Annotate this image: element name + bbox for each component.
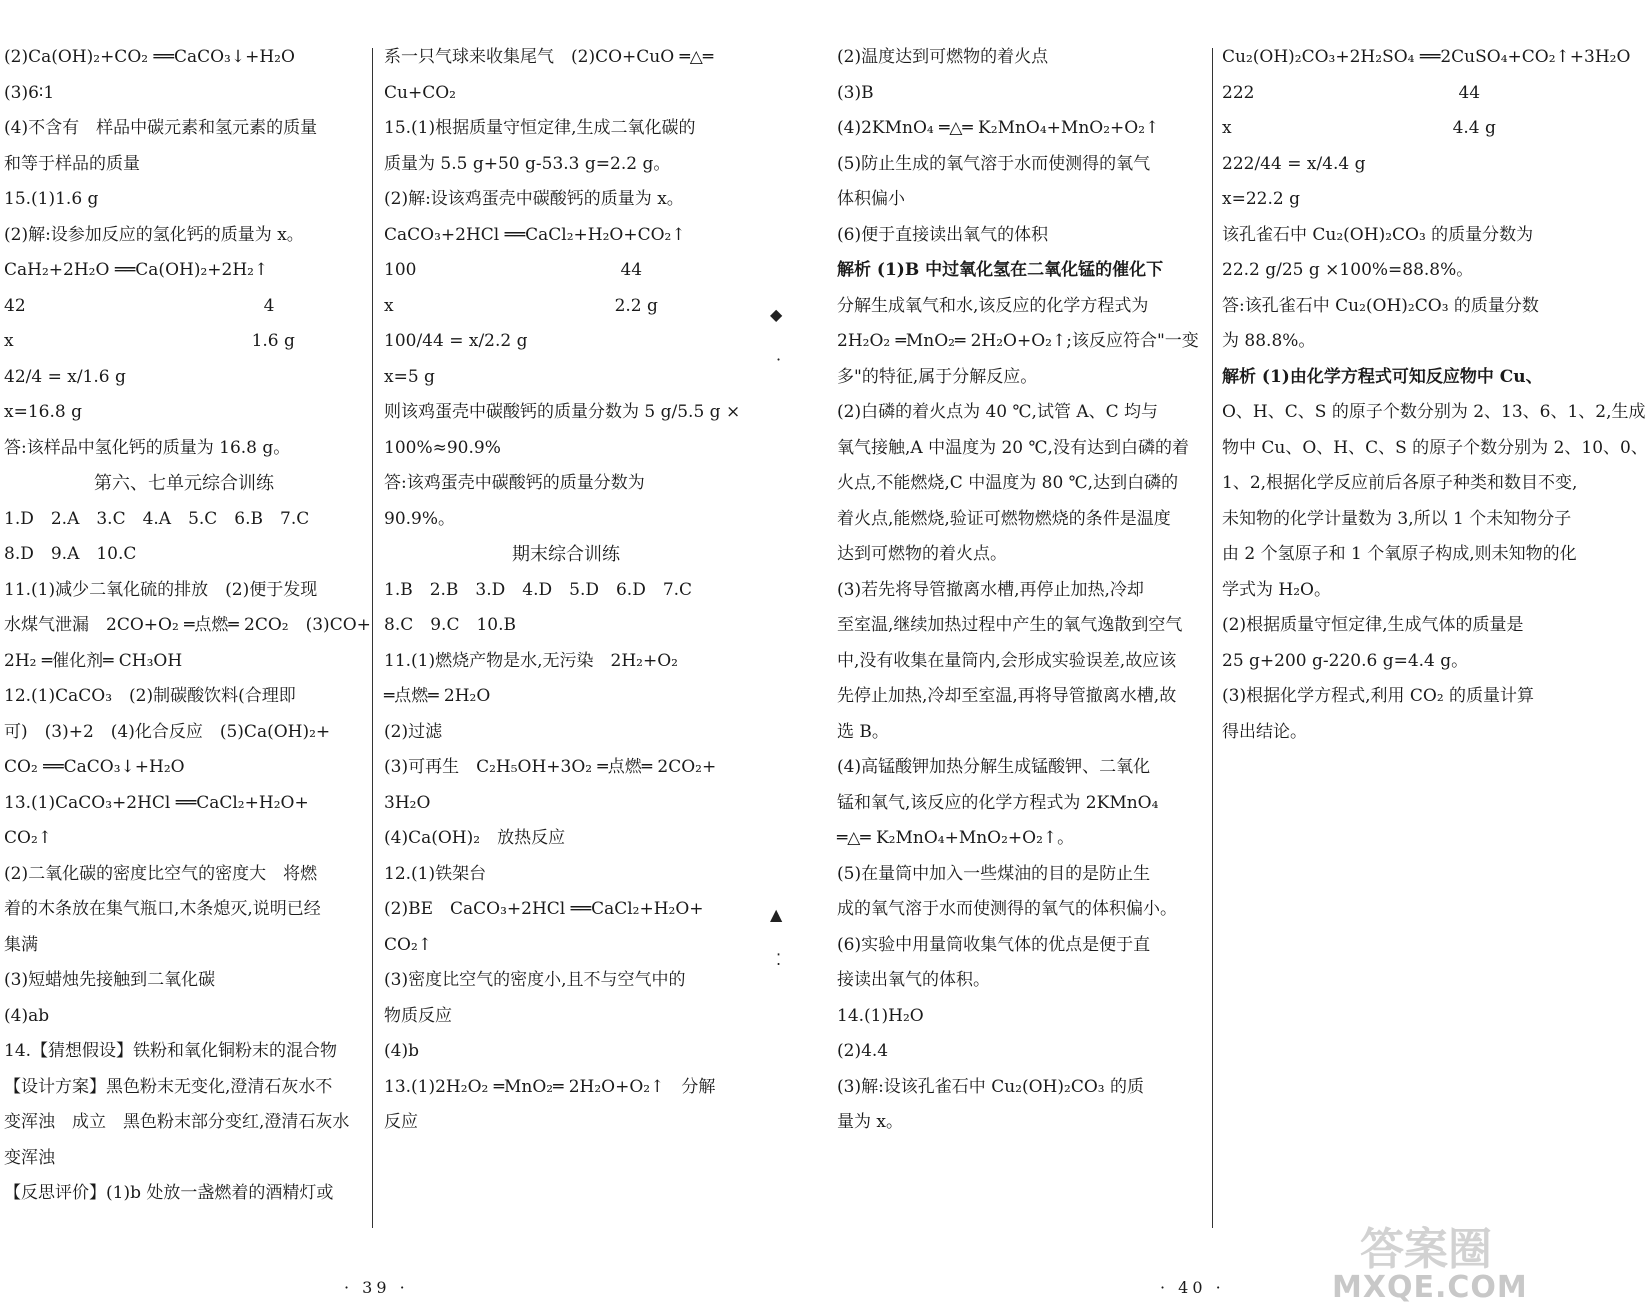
margin-mark: ▲ [770, 905, 783, 924]
text-line: (2)Ca(OH)₂+CO₂ ══CaCO₃↓+H₂O [4, 47, 295, 67]
text-line: x=16.8 g [4, 402, 82, 422]
text-line: 11.(1)燃烧产物是水,无污染 2H₂+O₂ [384, 650, 678, 671]
text-line: (5)防止生成的氧气溶于水而使测得的氧气 [837, 153, 1151, 174]
text-line: 变浑浊 成立 黑色粉末部分变红,澄清石灰水 [4, 1112, 350, 1132]
text-line: 1.D 2.A 3.C 4.A 5.C 6.B 7.C [4, 508, 310, 529]
text-line: 8.D 9.A 10.C [4, 544, 137, 564]
section-heading: 期末综合训练 [512, 544, 620, 565]
text-line: 答:该鸡蛋壳中碳酸钙的质量分数为 [384, 473, 645, 493]
text-line: 为 88.8%。 [1222, 331, 1316, 351]
text-line: 物质反应 [384, 1005, 452, 1026]
text-line: 1.B 2.B 3.D 4.D 5.D 6.D 7.C [384, 579, 693, 600]
page-number-40: · 40 · [1160, 1278, 1225, 1297]
text-line: 达到可燃物的着火点。 [837, 544, 1007, 564]
text-line: (2)解:设参加反应的氢化钙的质量为 x。 [4, 224, 304, 245]
text-line: (2)过滤 [384, 721, 443, 742]
text-line: 【反思评价】(1)b 处放一盏燃着的酒精灯或 [4, 1183, 334, 1203]
text-line: 变浑浊 [4, 1147, 55, 1168]
text-line: 15.(1)根据质量守恒定律,生成二氧化碳的 [384, 118, 696, 138]
text-line: 先停止加热,冷却至室温,再将导管撤离水槽,故 [837, 686, 1177, 706]
text-line: 中,没有收集在量筒内,会形成实验误差,故应该 [837, 650, 1177, 671]
text-line: CO₂↑ [4, 828, 53, 848]
text-line: 42 4 [4, 295, 275, 316]
text-line: 水煤气泄漏 2CO+O₂ ═点燃═ 2CO₂ (3)CO+ [4, 615, 371, 635]
column-divider-left [372, 48, 373, 1228]
margin-mark: · [776, 350, 782, 369]
text-line: (3)可再生 C₂H₅OH+3O₂ ═点燃═ 2CO₂+ [384, 757, 717, 777]
text-line: 着火点,能燃烧,验证可燃物燃烧的条件是温度 [837, 508, 1171, 529]
text-line: (4)高锰酸钾加热分解生成锰酸钾、二氧化 [837, 757, 1151, 777]
text-line: (5)在量筒中加入一些煤油的目的是防止生 [837, 863, 1151, 884]
text-line: 14.【猜想假设】铁粉和氧化铜粉末的混合物 [4, 1041, 338, 1061]
text-line: 222/44 = x/4.4 g [1222, 153, 1366, 174]
text-line: CaCO₃+2HCl ══CaCl₂+H₂O+CO₂↑ [384, 224, 686, 245]
text-line: 着的木条放在集气瓶口,木条熄灭,说明已经 [4, 899, 321, 919]
watermark-text: MXQE.COM [1332, 1270, 1528, 1305]
text-line: 8.C 9.C 10.B [384, 615, 516, 635]
text-line: (2)白磷的着火点为 40 ℃,试管 A、C 均与 [837, 402, 1159, 422]
text-line: (2)二氧化碳的密度比空气的密度大 将燃 [4, 863, 318, 884]
text-line: Cu+CO₂ [384, 82, 456, 103]
column-1 [4, 40, 371, 1212]
text-line: x=22.2 g [1222, 189, 1300, 209]
text-line: 该孔雀石中 Cu₂(OH)₂CO₃ 的质量分数为 [1222, 224, 1534, 245]
watermark-chinese: 答案圈 [1360, 1224, 1492, 1275]
text-line: 火点,不能燃烧,C 中温度为 80 ℃,达到白磷的 [837, 473, 1179, 493]
text-line: 体积偏小 [837, 189, 905, 209]
text-line: 至室温,继续加热过程中产生的氧气逸散到空气 [837, 615, 1183, 635]
text-line: 25 g+200 g-220.6 g=4.4 g。 [1222, 650, 1469, 671]
text-line: (3)B [837, 82, 874, 103]
section-heading: 第六、七单元综合训练 [94, 473, 274, 494]
text-line: ═△═ K₂MnO₄+MnO₂+O₂↑。 [837, 828, 1075, 848]
text-line: 可) (3)+2 (4)化合反应 (5)Ca(OH)₂+ [4, 721, 331, 742]
text-line: 2H₂O₂ ═MnO₂═ 2H₂O+O₂↑;该反应符合"一变 [837, 331, 1199, 351]
text-line: Cu₂(OH)₂CO₃+2H₂SO₄ ══2CuSO₄+CO₂↑+3H₂O [1222, 47, 1631, 67]
text-line: 22.2 g/25 g ×100%=88.8%。 [1222, 260, 1474, 280]
text-line: 100%≈90.9% [384, 437, 501, 458]
text-line: 分解生成氧气和水,该反应的化学方程式为 [837, 295, 1149, 316]
text-line: 14.(1)H₂O [837, 1005, 924, 1026]
text-line: 【设计方案】黑色粉末无变化,澄清石灰水不 [4, 1076, 333, 1097]
text-line: 答:该孔雀石中 Cu₂(OH)₂CO₃ 的质量分数 [1222, 295, 1539, 316]
text-line: 系一只气球来收集尾气 (2)CO+CuO ═△═ [384, 47, 714, 67]
text-line: x 2.2 g [384, 295, 658, 316]
text-line: x=5 g [384, 366, 435, 387]
text-line: x 4.4 g [1222, 118, 1496, 138]
text-line: 90.9%。 [384, 508, 456, 529]
text-line: 222 44 [1222, 82, 1481, 103]
text-line: (2)4.4 [837, 1041, 889, 1061]
text-line: 13.(1)2H₂O₂ ═MnO₂═ 2H₂O+O₂↑ 分解 [384, 1076, 716, 1097]
text-line: x 1.6 g [4, 331, 295, 351]
text-line: 100/44 = x/2.2 g [384, 331, 528, 351]
text-line: 锰和氧气,该反应的化学方程式为 2KMnO₄ [837, 792, 1159, 813]
text-line: 1、2,根据化学反应前后各原子种类和数目不变, [1222, 473, 1578, 493]
text-line: 成的氧气溶于水而使测得的氧气的体积偏小。 [837, 899, 1177, 919]
text-line: 11.(1)减少二氧化硫的排放 (2)便于发现 [4, 579, 318, 600]
column-4 [1222, 40, 1648, 750]
column-divider-right [1212, 48, 1213, 1228]
text-line: (3)密度比空气的密度小,且不与空气中的 [384, 970, 686, 990]
text-line: O、H、C、S 的原子个数分别为 2、13、6、1、2,生成 [1222, 402, 1646, 422]
text-line: (2)根据质量守恒定律,生成气体的质量是 [1222, 615, 1524, 635]
text-line: 15.(1)1.6 g [4, 189, 99, 209]
text-line: 多"的特征,属于分解反应。 [837, 366, 1038, 387]
text-line: (2)解:设该鸡蛋壳中碳酸钙的质量为 x。 [384, 189, 684, 209]
text-line: 解析 (1)B 中过氧化氢在二氧化锰的催化下 [837, 260, 1164, 280]
text-line: 42/4 = x/1.6 g [4, 366, 126, 387]
text-line: ═点燃═ 2H₂O [384, 686, 491, 706]
text-line: (3)若先将导管撤离水槽,再停止加热,冷却 [837, 579, 1144, 600]
text-line: 未知物的化学计量数为 3,所以 1 个未知物分子 [1222, 508, 1572, 529]
text-line: CO₂ ══CaCO₃↓+H₂O [4, 757, 185, 777]
text-line: 2H₂ ═催化剂═ CH₃OH [4, 650, 183, 671]
text-line: 质量为 5.5 g+50 g-53.3 g=2.2 g。 [384, 153, 671, 174]
text-line: 100 44 [384, 260, 643, 280]
text-line: 和等于样品的质量 [4, 153, 140, 174]
text-line: 由 2 个氢原子和 1 个氧原子构成,则未知物的化 [1222, 544, 1577, 564]
text-line: (3)根据化学方程式,利用 CO₂ 的质量计算 [1222, 686, 1535, 706]
text-line: 解析 (1)由化学方程式可知反应物中 Cu、 [1222, 366, 1543, 387]
column-3 [837, 40, 1205, 1141]
text-line: 物中 Cu、O、H、C、S 的原子个数分别为 2、10、0、 [1222, 437, 1648, 458]
text-line: CaH₂+2H₂O ══Ca(OH)₂+2H₂↑ [4, 260, 269, 280]
watermark-logo [1332, 1213, 1582, 1305]
margin-mark: ⁚ [776, 950, 782, 969]
text-line: (2)BE CaCO₃+2HCl ══CaCl₂+H₂O+ [384, 899, 704, 919]
text-line: (4)b [384, 1041, 419, 1061]
text-line: 12.(1)CaCO₃ (2)制碳酸饮料(合理即 [4, 686, 296, 706]
page-number-39: · 39 · [344, 1278, 409, 1297]
text-line: 接读出氧气的体积。 [837, 970, 990, 990]
column-2 [384, 40, 748, 1141]
text-line: (3)6∶1 [4, 82, 55, 103]
text-line: 13.(1)CaCO₃+2HCl ══CaCl₂+H₂O+ [4, 792, 309, 813]
margin-mark: ◆ [770, 305, 783, 324]
text-line: (2)温度达到可燃物的着火点 [837, 47, 1049, 67]
text-line: 12.(1)铁架台 [384, 863, 487, 884]
text-line: 反应 [384, 1112, 418, 1132]
text-line: (4)2KMnO₄ ═△═ K₂MnO₄+MnO₂+O₂↑ [837, 118, 1160, 138]
text-line: (3)解:设该孔雀石中 Cu₂(OH)₂CO₃ 的质 [837, 1076, 1144, 1097]
text-line: 3H₂O [384, 792, 431, 813]
text-line: 则该鸡蛋壳中碳酸钙的质量分数为 5 g/5.5 g × [384, 402, 741, 422]
text-line: 答:该样品中氢化钙的质量为 16.8 g。 [4, 437, 291, 458]
text-line: 选 B。 [837, 721, 889, 742]
text-line: 得出结论。 [1222, 721, 1307, 742]
text-line: CO₂↑ [384, 934, 433, 955]
text-line: (6)实验中用量筒收集气体的优点是便于直 [837, 934, 1151, 955]
text-line: 学式为 H₂O。 [1222, 579, 1331, 600]
text-line: (4)Ca(OH)₂ 放热反应 [384, 828, 566, 848]
text-line: 量为 x。 [837, 1112, 903, 1132]
text-line: (3)短蜡烛先接触到二氧化碳 [4, 970, 216, 990]
text-line: (4)不含有 样品中碳元素和氢元素的质量 [4, 118, 318, 138]
text-line: (6)便于直接读出氧气的体积 [837, 224, 1049, 245]
text-line: 集满 [4, 934, 38, 955]
text-line: (4)ab [4, 1005, 50, 1026]
text-line: 氧气接触,A 中温度为 20 ℃,没有达到白磷的着 [837, 437, 1189, 458]
